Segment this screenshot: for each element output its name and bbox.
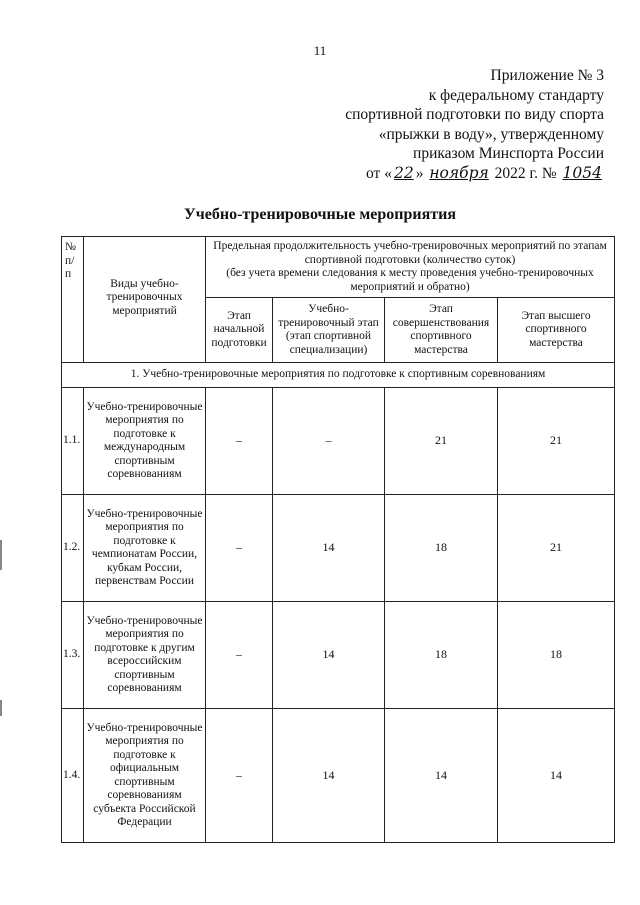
event-name: Учебно-тренировочные мероприятия по подготовке к официальным спортивным соревнованиям субъекта Российской Федерации: [84, 709, 206, 843]
events-table: [61, 236, 615, 843]
table-row: [62, 388, 615, 495]
row-number: 1.2.: [62, 495, 84, 602]
value-cell: 21: [498, 388, 615, 495]
table-row: [62, 709, 615, 843]
header-duration-text: Предельная продолжительность учебно-тренировочных мероприятий по этапам спортивной подготовки (количество суток): [213, 240, 607, 266]
row-number: 1.1.: [62, 388, 84, 495]
appendix-header: [324, 66, 604, 183]
quote-close: »: [415, 164, 424, 182]
value-cell: –: [273, 388, 385, 495]
header-duration: [206, 237, 615, 298]
value-cell: 14: [385, 709, 498, 843]
stage-higher-mastery: Этап высшего спортивного мастерства: [498, 298, 615, 363]
value-cell: 21: [385, 388, 498, 495]
stage-initial: Этап начальной подготовки: [206, 298, 273, 363]
value-cell: –: [206, 388, 273, 495]
event-name: Учебно-тренировочные мероприятия по подготовке к чемпионатам России, кубкам России, первенствам России: [84, 495, 206, 602]
document-title: Учебно-тренировочные мероприятия: [184, 206, 456, 223]
value-cell: 14: [498, 709, 615, 843]
appendix-line: приказом Минспорта России: [413, 145, 604, 162]
header-number: № п/п: [62, 237, 84, 363]
value-cell: 18: [385, 602, 498, 709]
section-row: [62, 363, 615, 388]
stage-improvement: Этап совершенствования спортивного мастерства: [385, 298, 498, 363]
appendix-line: Приложение № 3: [490, 67, 604, 84]
year-number-label: 2022 г. №: [494, 164, 557, 182]
value-cell: 14: [273, 495, 385, 602]
page-number: 11: [313, 43, 327, 58]
value-cell: –: [206, 709, 273, 843]
table-row: [62, 602, 615, 709]
stage-training: Учебно-тренировочный этап (этап спортивной специализации): [273, 298, 385, 363]
handwritten-day: 22: [393, 163, 414, 182]
scan-edge-mark: [0, 700, 2, 716]
section-title: 1. Учебно-тренировочные мероприятия по подготовке к спортивным соревнованиям: [62, 363, 615, 388]
from-prefix: от «: [366, 164, 392, 182]
value-cell: –: [206, 495, 273, 602]
value-cell: 18: [385, 495, 498, 602]
header-event-type: Виды учебно-тренировочных мероприятий: [84, 237, 206, 363]
value-cell: 14: [273, 602, 385, 709]
value-cell: 18: [498, 602, 615, 709]
appendix-line: «прыжки в воду», утвержденному: [378, 125, 604, 143]
header-duration-note: (без учета времени следования к месту проведения учебно-тренировочных мероприятий и обратно): [226, 267, 594, 293]
handwritten-order-number: 1054: [562, 163, 602, 182]
event-name: Учебно-тренировочные мероприятия по подготовке к международным спортивным соревнованиям: [84, 388, 206, 495]
scan-edge-mark: [0, 540, 2, 570]
appendix-line: к федеральному стандарту: [428, 86, 604, 104]
handwritten-month: ноября: [429, 163, 489, 182]
value-cell: 14: [273, 709, 385, 843]
appendix-line: спортивной подготовки по виду спорта: [345, 106, 604, 123]
table-row: [62, 495, 615, 602]
value-cell: –: [206, 602, 273, 709]
row-number: 1.4.: [62, 709, 84, 843]
row-number: 1.3.: [62, 602, 84, 709]
table-header-row: [62, 237, 615, 298]
value-cell: 21: [498, 495, 615, 602]
event-name: Учебно-тренировочные мероприятия по подготовке к другим всероссийским спортивным соревнованиям: [84, 602, 206, 709]
order-date-line: [324, 164, 604, 184]
